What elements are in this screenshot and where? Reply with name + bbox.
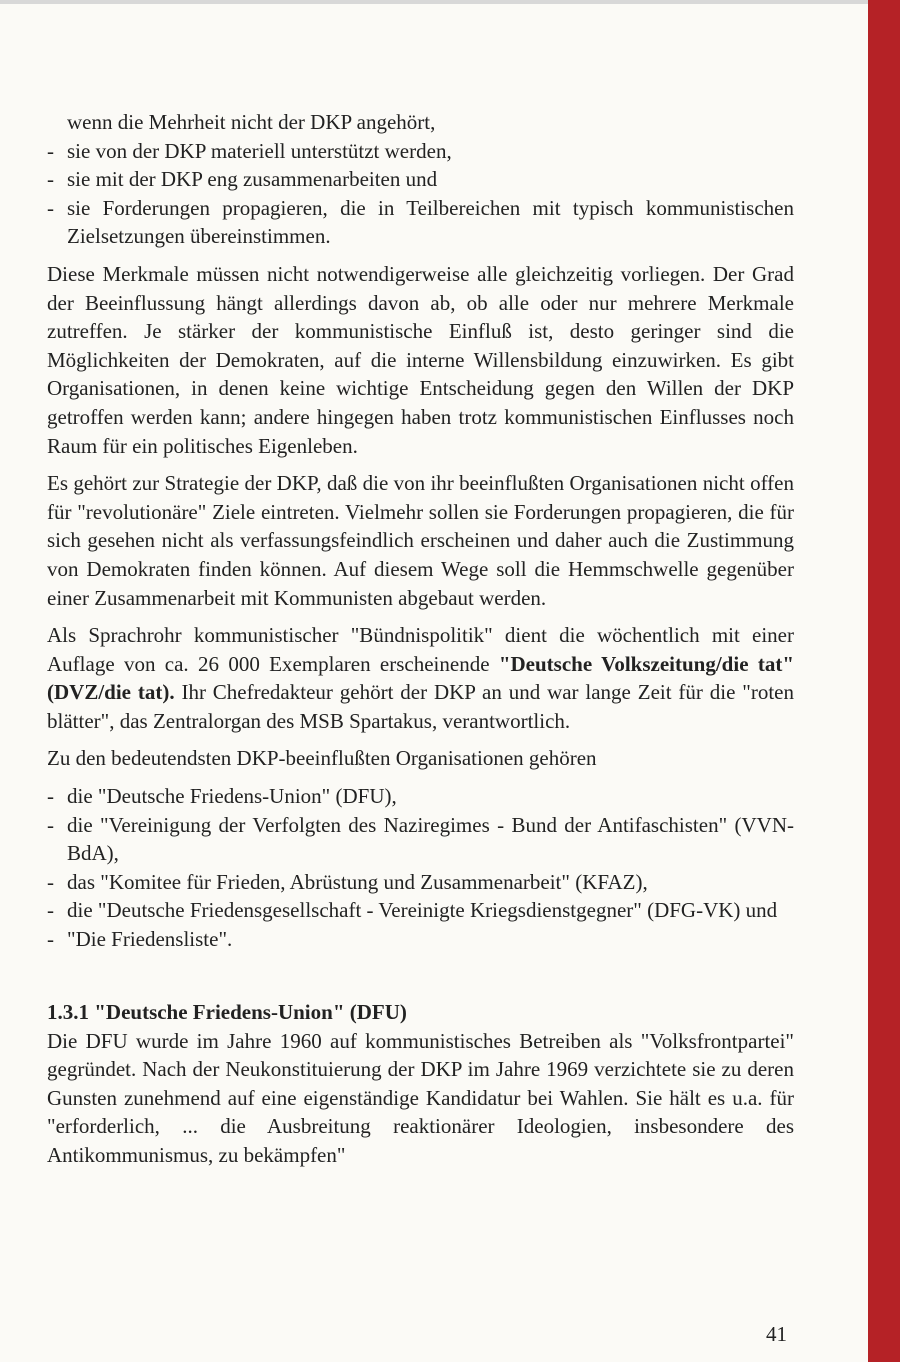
page-number: 41 — [766, 1322, 787, 1346]
organization-item: - das "Komitee für Frieden, Abrüstung und Zusammenarbeit" (KFAZ), — [47, 868, 794, 897]
organization-item: - die "Deutsche Friedensgesellschaft - Vereinigte Kriegsdienstgegner" (DFG-VK) und — [47, 896, 794, 925]
intro-continuation-line: wenn die Mehrheit nicht der DKP angehört, — [67, 110, 436, 134]
sprachrohr-text-before: Als Sprachrohr kommunistischer "Bündnispolitik" dient die wöchentlich mit einer Auflage von ca. 26 000 Exemplaren erscheinende — [47, 623, 794, 676]
criteria-item: - sie von der DKP materiell unterstützt werden, — [47, 137, 794, 166]
criteria-item: - sie mit der DKP eng zusammenarbeiten und — [47, 165, 794, 194]
organizations-list — [47, 782, 794, 954]
organization-item: - die "Vereinigung der Verfolgten des Naziregimes - Bund der Antifaschisten" (VVN-BdA), — [47, 811, 794, 868]
paragraph-sprachrohr — [47, 621, 794, 735]
paragraph-merkmale: Diese Merkmale müssen nicht notwendigerweise alle gleichzeitig vorliegen. Der Grad der Beeinflussung hängt allerdings davon ab, ob alle oder nur mehrere Merkmale zutreffen. Je stärker der kommunistische Einfluß ist, desto geringer sind die Möglichkeiten der Demokraten, auf die interne Willensbildung einzuwirken. Es gibt Organisationen, in denen keine wichtige Entscheidung gegen den Willen der DKP getroffen werden kann; andere hingegen haben trotz kommunistischen Einflusses noch Raum für ein politisches Eigenleben. — [47, 261, 794, 458]
section-body: Die DFU wurde im Jahre 1960 auf kommunistisches Betreiben als "Volksfrontpartei" gegründet. Nach der Neukonstituierung der DKP im Jahre 1969 verzichtete sie zu deren Gunsten zunehmend auf eine eigenständige Kandidatur bei Wahlen. Sie hält es u.a. für "erforderlich, ... die Ausbreitung reaktionärer Ideologien, insbesondere des Antikommunismus, zu bekämpfen" — [47, 1028, 794, 1167]
paragraph-organisations-intro: Zu den bedeutendsten DKP-beeinflußten Organisationen gehören — [47, 746, 597, 771]
page-body — [47, 108, 794, 1170]
paragraph-strategie: Es gehört zur Strategie der DKP, daß die von ihr beeinflußten Organisationen nicht offen für "revolutionäre" Ziele eintreten. Vielmehr sollen sie Forderungen propagieren, die für sich gesehen nicht als verfassungsfeindlich erscheinen und daher auch die Zustimmung von Demokraten finden können. Auf diesem Wege soll die Hemmschwelle gegenüber einer Zusammenarbeit mit Kommunisten abgebaut werden. — [47, 471, 794, 610]
section-heading: 1.3.1 "Deutsche Friedens-Union" (DFU) — [47, 999, 407, 1024]
organization-item: - "Die Friedensliste". — [47, 925, 794, 954]
organization-item: - die "Deutsche Friedens-Union" (DFU), — [47, 782, 794, 811]
criteria-item: - sie Forderungen propagieren, die in Teilbereichen mit typisch kommunistischen Zielsetzungen übereinstimmen. — [47, 194, 794, 251]
top-edge-rule — [0, 0, 868, 4]
sprachrohr-text-after: Ihr Chefredakteur gehört der DKP an und war lange Zeit für die "roten blätter", das Zentralorgan des MSB Spartakus, verantwortlich. — [47, 680, 794, 733]
newspaper-title: "Deutsche Volkszeitung/die tat" (DVZ/die tat). — [47, 651, 794, 705]
criteria-list — [47, 137, 794, 251]
page-edge-red-strip — [868, 0, 900, 1362]
